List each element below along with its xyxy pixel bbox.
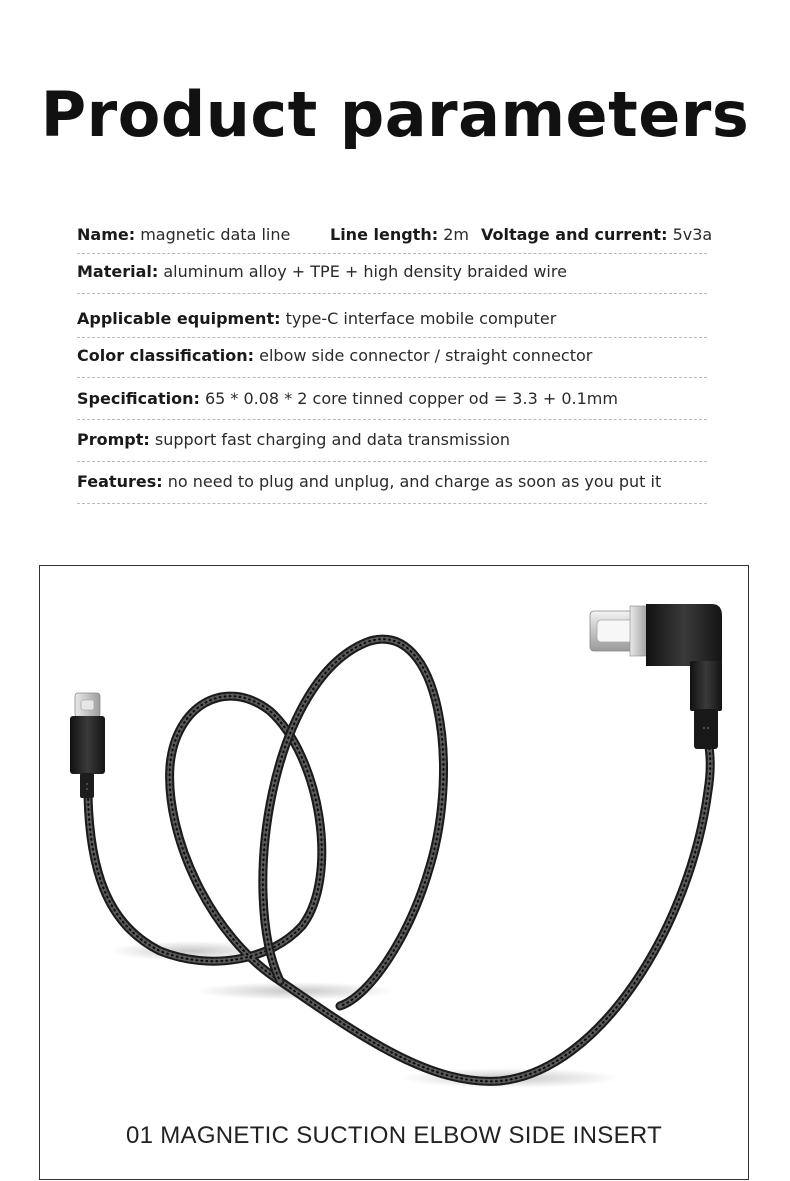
features-label: Features:	[77, 472, 163, 491]
voltage-param	[481, 225, 712, 245]
type-c-plug-slot	[81, 700, 94, 710]
param-row-prompt	[77, 420, 707, 462]
color-value: elbow side connector / straight connector	[259, 346, 593, 365]
features-value: no need to plug and unplug, and charge as soon as you put it	[167, 472, 662, 491]
elbow-housing-drop	[690, 661, 722, 711]
equipment-label: Applicable equipment:	[77, 309, 281, 328]
material-value: aluminum alloy + TPE + high density braided wire	[163, 262, 567, 281]
vent-dot	[86, 788, 88, 790]
parameter-list	[77, 218, 713, 504]
length-value: 2m	[443, 225, 469, 244]
param-row-equipment	[77, 294, 707, 338]
product-photo-frame	[39, 565, 749, 1180]
braided-cable-loop	[263, 639, 444, 1006]
magnetic-cable-illustration	[40, 566, 748, 1179]
prompt-label: Prompt:	[77, 430, 150, 449]
vent-dot	[703, 727, 705, 729]
elbow-strain-relief	[694, 709, 718, 749]
elbow-housing-top	[646, 604, 722, 666]
equipment-value: type-C interface mobile computer	[285, 309, 557, 328]
length-label: Line length:	[330, 225, 439, 244]
material-label: Material:	[77, 262, 159, 281]
param-row-color	[77, 338, 707, 378]
prompt-value: support fast charging and data transmission	[154, 430, 511, 449]
strain-relief	[80, 773, 94, 798]
vent-dot	[707, 727, 709, 729]
vent-dot	[86, 783, 88, 785]
name-value: magnetic data line	[140, 225, 291, 244]
braided-cable	[88, 696, 710, 1081]
specification-label: Specification:	[77, 389, 200, 408]
param-row-name	[77, 218, 713, 254]
page-title: Product parameters	[40, 78, 750, 151]
voltage-label: Voltage and current:	[481, 225, 668, 244]
param-row-specification	[77, 378, 707, 420]
name-label: Name:	[77, 225, 136, 244]
color-label: Color classification:	[77, 346, 255, 365]
elbow-magnetic-connector	[590, 604, 722, 749]
param-row-material	[77, 254, 707, 294]
specification-value: 65 * 0.08 * 2 core tinned copper od = 3.3 + 0.1mm	[204, 389, 618, 408]
straight-type-c-connector	[70, 693, 105, 798]
length-param	[330, 225, 481, 245]
voltage-value: 5v3a	[672, 225, 713, 244]
param-row-features	[77, 462, 707, 504]
metal-collar	[630, 606, 648, 656]
connector-housing	[70, 716, 105, 774]
name-param	[77, 225, 330, 245]
product-caption: 01 MAGNETIC SUCTION ELBOW SIDE INSERT	[125, 1122, 663, 1149]
